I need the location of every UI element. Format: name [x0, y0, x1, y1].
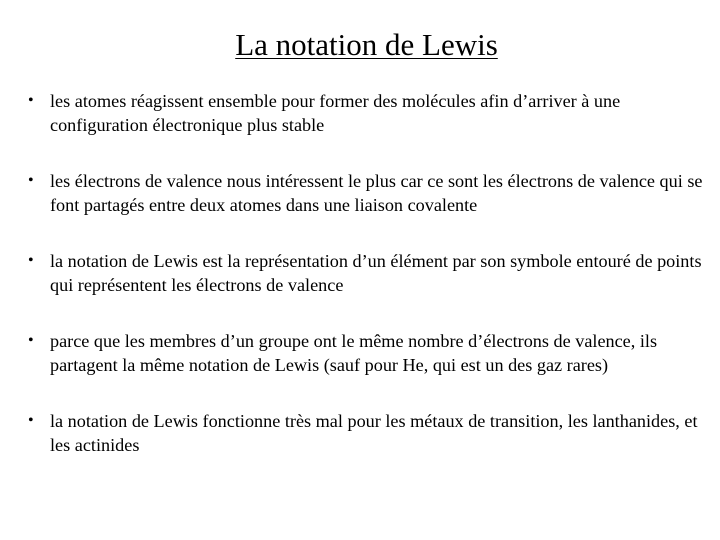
slide-title: La notation de Lewis — [235, 27, 498, 62]
bullet-item — [0, 329, 720, 377]
bullet-item — [0, 169, 720, 217]
bullet-text: les atomes réagissent ensemble pour former des molécules afin d’arriver à une configuration électronique plus stable — [50, 91, 621, 135]
bullet-text: les électrons de valence nous intéressent le plus car ce sont les électrons de valence qui se font partagés entre deux atomes dans une liaison covalente — [50, 171, 703, 215]
bullet-item — [0, 409, 720, 457]
bullet-item — [0, 249, 720, 297]
bullet-item — [0, 89, 720, 137]
bullet-text: parce que les membres d’un groupe ont le même nombre d’électrons de valence, ils partagent la même notation de Lewis (sauf pour He, qui est un des gaz rares) — [50, 331, 658, 375]
bullet-dot-icon: • — [28, 412, 34, 429]
bullet-dot-icon: • — [28, 332, 34, 349]
bullet-list — [0, 89, 720, 489]
bullet-dot-icon: • — [28, 172, 34, 189]
bullet-text: la notation de Lewis est la représentation d’un élément par son symbole entouré de points qui représentent les électrons de valence — [50, 251, 702, 295]
bullet-text: la notation de Lewis fonctionne très mal pour les métaux de transition, les lanthanides, et les actinides — [50, 411, 698, 455]
bullet-dot-icon: • — [28, 252, 34, 269]
bullet-dot-icon: • — [28, 92, 34, 109]
